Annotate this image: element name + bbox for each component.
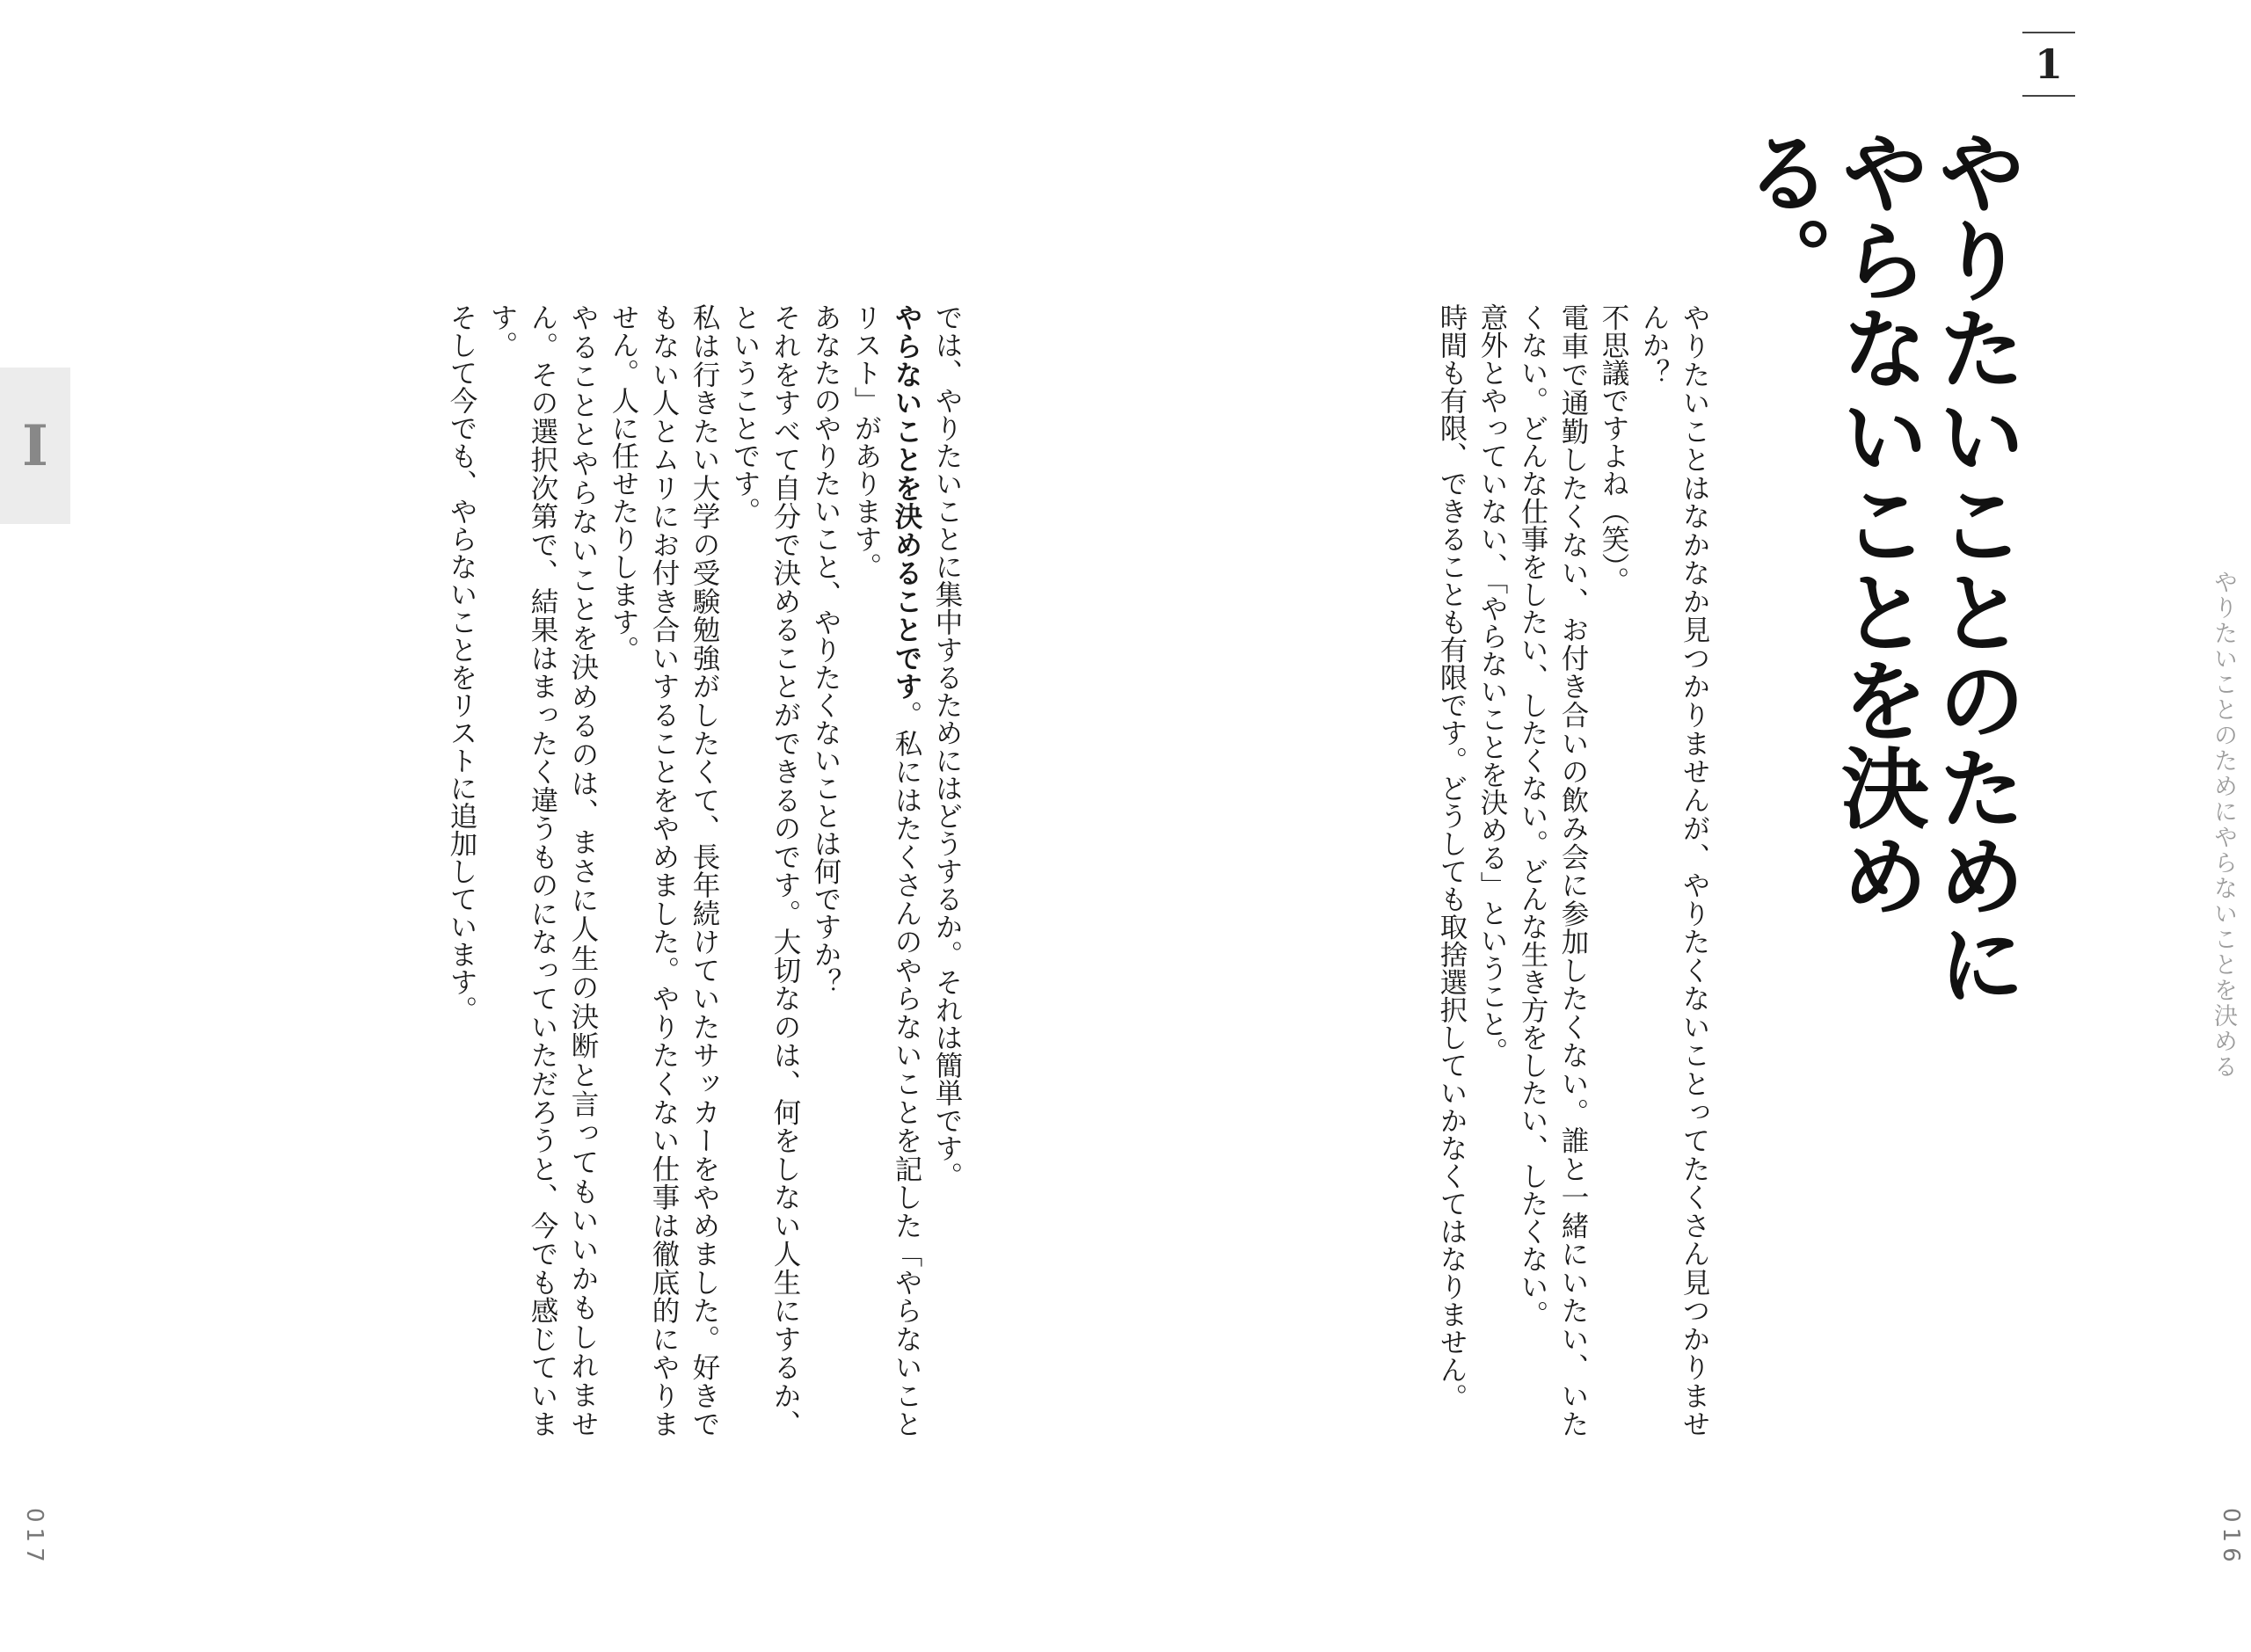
running-header: やりたいことのためにやらないことを決める bbox=[2210, 570, 2237, 1080]
paragraph: 意外とやっていない、「やらないことを決める」ということ。 bbox=[1476, 303, 1508, 1066]
paragraph: やりたいことはなかなか見つかりませんが、やりたくないことってたくさん見つかりませんか？ bbox=[1638, 303, 1710, 1437]
paragraph: それをすべて自分で決めることができるのです。大切なのは、何をしない人生にするか、ということです。 bbox=[729, 303, 801, 1437]
paragraph-text: 。私にはたくさんのやらないことを記した「やらないことリスト」があります。 bbox=[850, 303, 922, 1438]
left-page-body bbox=[281, 303, 967, 1437]
right-page-body bbox=[1310, 303, 1715, 1437]
paragraph: 時間も有限、できることも有限です。どうしても取捨選択していかなくてはなりません。 bbox=[1436, 303, 1468, 1411]
emphasis-text: やらないことを決めることです bbox=[891, 303, 922, 701]
paragraph: では、やりたいことに集中するためにはどうするか。それは簡単です。 bbox=[931, 303, 963, 1190]
paragraph: あなたのやりたいこと、やりたくないことは何ですか？ bbox=[810, 303, 841, 996]
section-tab-label: I bbox=[22, 412, 48, 479]
paragraph: 私は行きたい大学の受験勉強がしたくて、長年続けていたサッカーをやめました。好きでもない人とムリにお付き合いすることをやめました。やりたくない仕事は徹底的にやりません。人に任せたりします。 bbox=[608, 303, 720, 1438]
page-number-right: 016 bbox=[2218, 1508, 2244, 1568]
paragraph: やることとやらないことを決めるのは、まさに人生の決断と言ってもいいかもしれません。その選択次第で、結果はまったく違うものになっていただろうと、今でも感じています。 bbox=[486, 303, 599, 1437]
chapter-number: 1 bbox=[2034, 40, 2063, 88]
chapter-heading bbox=[1730, 127, 2026, 1007]
chapter-number-box bbox=[2022, 32, 2075, 97]
paragraph: そして今でも、やらないことをリストに追加しています。 bbox=[446, 303, 477, 1023]
paragraph: 電車で通勤したくない、お付き合いの飲み会に参加したくない。誰と一緒にいたい、いたくない。どんな仕事をしたい、したくない。どんな生き方をしたい、したくない。 bbox=[1517, 303, 1589, 1437]
page-number-left: 017 bbox=[21, 1508, 47, 1568]
paragraph: 不思議ですよね（笑）。 bbox=[1598, 303, 1629, 594]
chapter-heading-text: やりたいことのために やらないことを決める。 bbox=[1730, 127, 2026, 1007]
section-tab bbox=[0, 368, 70, 524]
paragraph-with-emphasis bbox=[846, 303, 927, 1437]
chapter-rule-bottom bbox=[2022, 95, 2075, 97]
